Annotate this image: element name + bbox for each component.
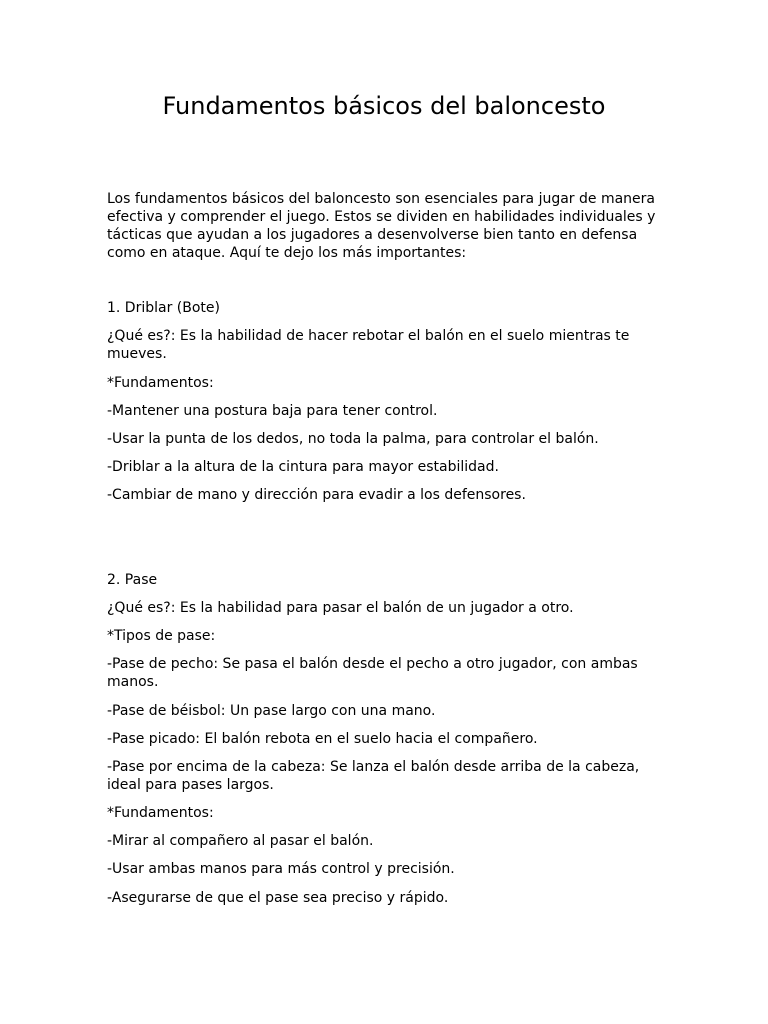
section-definition-pase: ¿Qué es?: Es la habilidad para pasar el balón de un jugador a otro.: [107, 600, 574, 616]
list-item: -Asegurarse de que el pase sea preciso y rápido.: [107, 890, 449, 906]
list-item: -Usar la punta de los dedos, no toda la palma, para controlar el balón.: [107, 431, 599, 447]
section-heading-driblar: 1. Driblar (Bote): [107, 300, 220, 316]
list-item: -Cambiar de mano y dirección para evadir a los defensores.: [107, 487, 526, 503]
list-item: -Pase de pecho: Se pasa el balón desde el pecho a otro jugador, con ambas manos.: [107, 656, 638, 690]
list-item: -Usar ambas manos para más control y precisión.: [107, 861, 455, 877]
fundamentals-label-driblar: *Fundamentos:: [107, 375, 214, 391]
list-item: -Mantener una postura baja para tener control.: [107, 403, 438, 419]
list-item: -Mirar al compañero al pasar el balón.: [107, 833, 374, 849]
intro-paragraph: Los fundamentos básicos del baloncesto son esenciales para jugar de manera efectiva y comprender el juego. Estos se dividen en habilidades individuales y tácticas que ayudan a los jugadores a desenvolverse bien tanto en defensa como en ataque. Aquí te dejo los más importantes:: [107, 191, 656, 261]
section-heading-pase: 2. Pase: [107, 572, 158, 588]
fundamentals-label-pase: *Fundamentos:: [107, 805, 214, 821]
list-item: -Pase por encima de la cabeza: Se lanza el balón desde arriba de la cabeza, ideal para pases largos.: [107, 759, 640, 793]
list-item: -Driblar a la altura de la cintura para mayor estabilidad.: [107, 459, 499, 475]
types-label-pase: *Tipos de pase:: [107, 628, 216, 644]
page-title: Fundamentos básicos del baloncesto: [162, 92, 606, 120]
list-item: -Pase de béisbol: Un pase largo con una mano.: [107, 703, 436, 719]
list-item: -Pase picado: El balón rebota en el suelo hacia el compañero.: [107, 731, 538, 747]
section-definition-driblar: ¿Qué es?: Es la habilidad de hacer rebotar el balón en el suelo mientras te mueves.: [107, 328, 630, 362]
